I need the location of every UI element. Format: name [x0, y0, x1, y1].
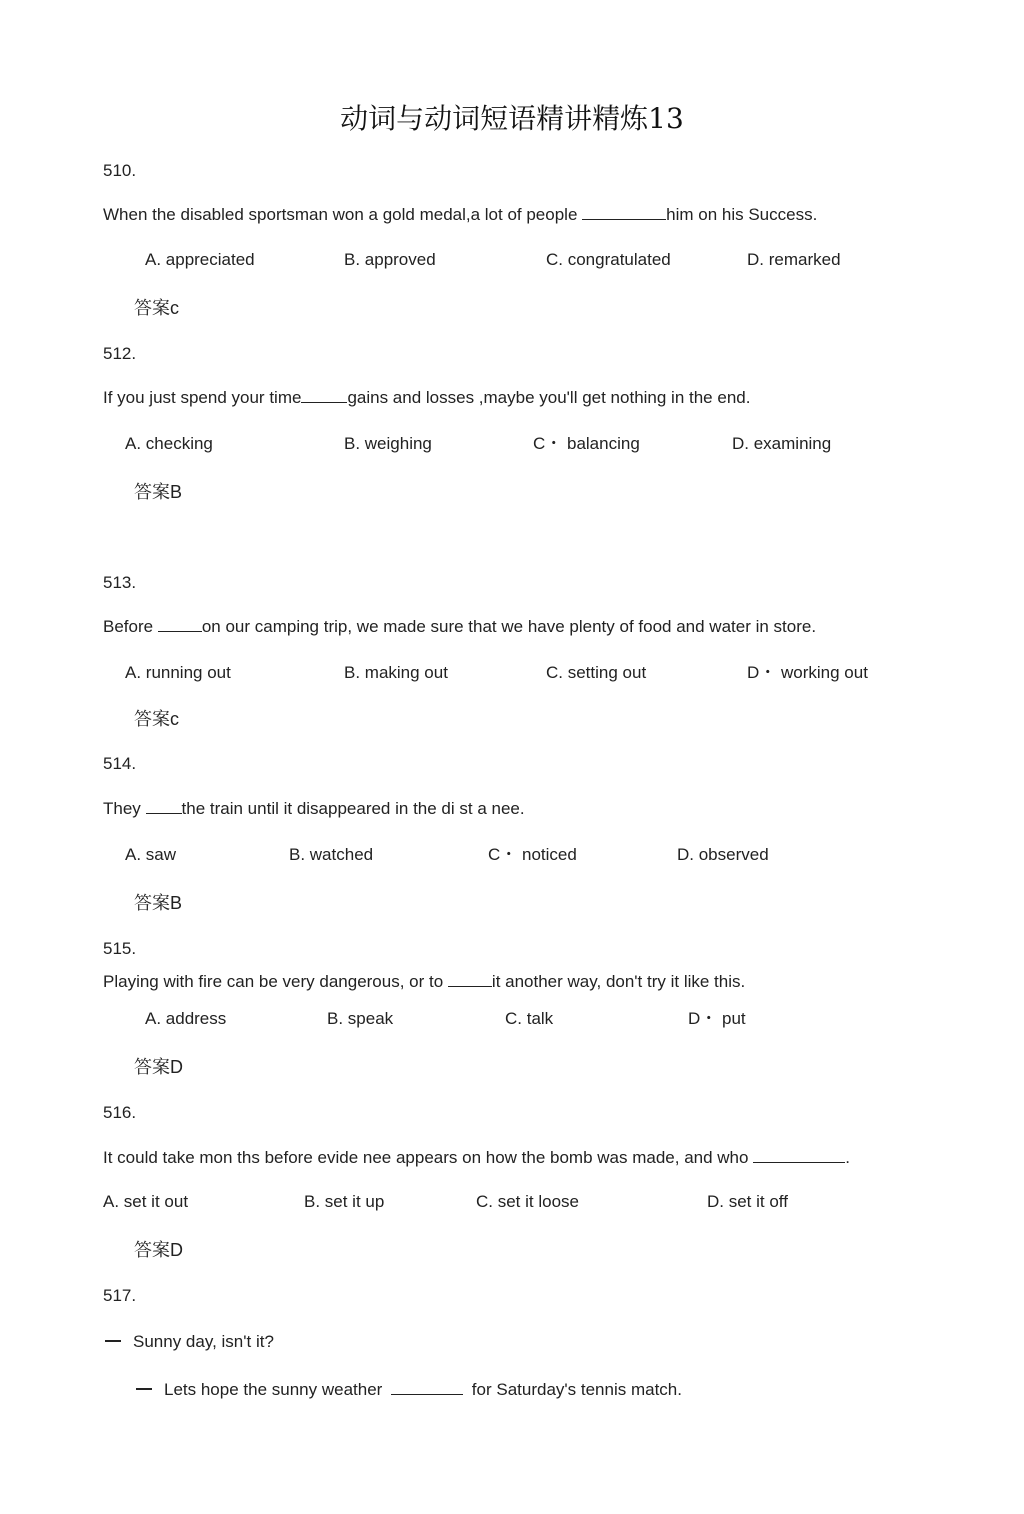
- dialogue-line: [136, 1380, 682, 1400]
- stem-text: gains and losses ,maybe you'll get nothing in the end.: [347, 388, 751, 407]
- answer-key: 答案D: [134, 1240, 183, 1260]
- answer-blank: [158, 617, 202, 632]
- option-d: D. observed: [677, 845, 769, 864]
- page-title: 动词与动词短语精讲精炼13: [340, 102, 684, 135]
- dash-mark: [105, 1340, 121, 1342]
- option-c: C. setting out: [546, 663, 647, 682]
- question-stem: [103, 388, 750, 408]
- stem-text: Before: [103, 617, 154, 636]
- question-number: 517.: [103, 1286, 137, 1305]
- option-d: D・ working out: [747, 663, 868, 682]
- answer-key: 答案D: [134, 1057, 183, 1077]
- stem-text: .: [845, 1148, 850, 1167]
- option-b: B. approved: [344, 250, 436, 269]
- question-stem: [103, 1148, 850, 1168]
- stem-text: They: [103, 799, 141, 818]
- question-number: 512.: [103, 344, 137, 363]
- option-c: C. set it loose: [476, 1192, 579, 1211]
- dash-mark: [136, 1388, 152, 1390]
- answer-key: 答案B: [134, 482, 183, 502]
- option-a: A. appreciated: [145, 250, 255, 269]
- answer-blank: [146, 799, 182, 814]
- answer-blank: [753, 1148, 845, 1163]
- option-a: A. address: [145, 1009, 227, 1028]
- question-number: 516.: [103, 1103, 137, 1122]
- dialogue-line: [105, 1332, 274, 1352]
- question-stem: [103, 799, 525, 819]
- option-b: B. making out: [344, 663, 448, 682]
- answer-key: 答案c: [134, 709, 179, 729]
- stem-text: the train until it disappeared in the di st a nee.: [181, 799, 525, 818]
- question-stem: [103, 972, 745, 992]
- stem-text: on our camping trip, we made sure that we have plenty of food and water in store.: [201, 617, 817, 636]
- option-c: C・ noticed: [488, 845, 577, 864]
- option-d: D. remarked: [747, 250, 841, 269]
- stem-text: It could take mon ths before evide nee appears on how the bomb was made, and who: [103, 1148, 749, 1167]
- question-stem: [103, 617, 816, 637]
- stem-text: it another way, don't try it like this.: [491, 972, 746, 991]
- option-c: C. talk: [505, 1009, 554, 1028]
- option-d: D・ put: [688, 1009, 746, 1028]
- answer-blank: [301, 388, 347, 403]
- option-b: B. set it up: [304, 1192, 385, 1211]
- answer-blank: [391, 1380, 463, 1395]
- option-a: A. running out: [125, 663, 231, 682]
- question-number: 514.: [103, 754, 137, 773]
- answer-key: 答案B: [134, 893, 183, 913]
- option-c: C・ balancing: [533, 434, 640, 453]
- question-number: 510.: [103, 161, 137, 180]
- option-c: C. congratulated: [546, 250, 671, 269]
- option-a: A. checking: [125, 434, 213, 453]
- option-d: D. set it off: [707, 1192, 788, 1211]
- dialogue-text: Sunny day, isn't it?: [133, 1332, 274, 1351]
- option-a: A. saw: [125, 845, 177, 864]
- stem-text: When the disabled sportsman won a gold medal,a lot of people: [103, 205, 578, 224]
- question-stem: [103, 205, 817, 225]
- option-a: A. set it out: [103, 1192, 189, 1211]
- option-b: B. watched: [289, 845, 374, 864]
- question-number: 513.: [103, 573, 137, 592]
- option-b: B. weighing: [344, 434, 432, 453]
- answer-blank: [448, 972, 492, 987]
- answer-blank: [582, 205, 666, 220]
- answer-key: 答案c: [134, 298, 179, 318]
- dialogue-text: Lets hope the sunny weather: [164, 1380, 383, 1399]
- stem-text: him on his Success.: [666, 205, 818, 224]
- dialogue-text: for Saturday's tennis match.: [471, 1380, 682, 1399]
- stem-text: If you just spend your time: [103, 388, 302, 407]
- option-d: D. examining: [732, 434, 832, 453]
- option-b: B. speak: [327, 1009, 394, 1028]
- question-number: 515.: [103, 939, 137, 958]
- stem-text: Playing with fire can be very dangerous, or to: [103, 972, 444, 991]
